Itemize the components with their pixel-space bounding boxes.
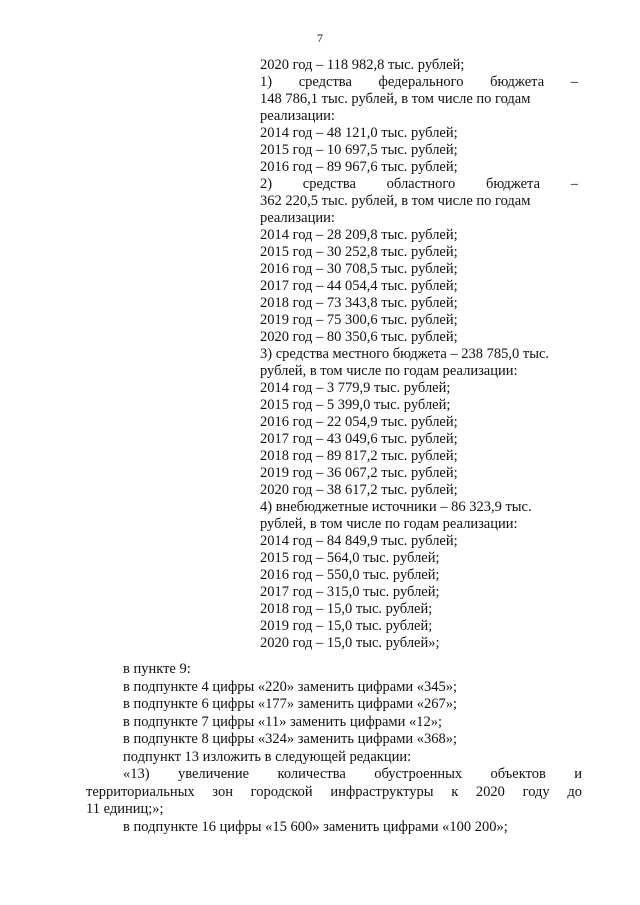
text-line: 2018 год – 15,0 тыс. рублей; (260, 601, 433, 617)
text-line: 2015 год – 564,0 тыс. рублей; (260, 550, 440, 566)
text-line: 2016 год – 89 967,6 тыс. рублей; (260, 159, 458, 175)
text-line: 362 220,5 тыс. рублей, в том числе по годам (260, 193, 531, 209)
word: году (522, 783, 550, 800)
text-line: 2018 год – 73 343,8 тыс. рублей; (260, 295, 458, 311)
word: – (570, 74, 578, 90)
word: областного (386, 176, 456, 192)
text-line: в подпункте 6 цифры «177» заменить цифрами «267»; (123, 696, 458, 712)
text-line: 2016 год – 22 054,9 тыс. рублей; (260, 414, 458, 430)
word: средства (298, 74, 352, 90)
text-line: реализации: (260, 210, 335, 226)
word: 2) (260, 176, 273, 192)
word: бюджета (485, 176, 541, 192)
text-line: 2020 год – 15,0 тыс. рублей»; (260, 635, 440, 651)
text-line: 2020 год – 38 617,2 тыс. рублей; (260, 482, 458, 498)
text-line: рублей, в том числе по годам реализации: (260, 516, 518, 532)
text-line: 2016 год – 30 708,5 тыс. рублей; (260, 261, 458, 277)
text-line: 2015 год – 30 252,8 тыс. рублей; (260, 244, 458, 260)
text-line-justified (260, 176, 578, 193)
text-line: 4) внебюджетные источники – 86 323,9 тыс. (260, 499, 532, 515)
text-line: 2014 год – 48 121,0 тыс. рублей; (260, 125, 458, 141)
text-line-justified (260, 74, 578, 91)
text-line: 3) средства местного бюджета – 238 785,0 тыс. (260, 346, 550, 362)
word: бюджета (490, 74, 545, 90)
word: и (574, 766, 582, 782)
amendments-block (86, 661, 582, 836)
text-line-justified (86, 784, 582, 802)
word: 2020 (475, 783, 505, 800)
word: территориальных (86, 783, 195, 800)
text-line: 2014 год – 28 209,8 тыс. рублей; (260, 227, 458, 243)
text-line: 2017 год – 44 054,4 тыс. рублей; (260, 278, 458, 294)
word: объектов (490, 766, 546, 782)
text-line-justified (86, 766, 582, 784)
text-line: 2020 год – 80 350,6 тыс. рублей; (260, 329, 458, 345)
text-line: 2018 год – 89 817,2 тыс. рублей; (260, 448, 458, 464)
text-line: 2019 год – 36 067,2 тыс. рублей; (260, 465, 458, 481)
text-line: реализации: (260, 108, 335, 124)
text-line: 2020 год – 118 982,8 тыс. рублей; (260, 57, 465, 73)
word: до (567, 783, 582, 800)
text-line: 2017 год – 43 049,6 тыс. рублей; (260, 431, 458, 447)
word: средства (302, 176, 356, 192)
word: – (570, 176, 578, 192)
budget-column (260, 57, 578, 652)
page-number: 7 (317, 31, 323, 45)
text-line: 2019 год – 75 300,6 тыс. рублей; (260, 312, 458, 328)
text-line: 2016 год – 550,0 тыс. рублей; (260, 567, 440, 583)
text-line: рублей, в том числе по годам реализации: (260, 363, 518, 379)
text-line: в подпункте 8 цифры «324» заменить цифрами «368»; (123, 731, 458, 747)
text-line: в подпункте 7 цифры «11» заменить цифрами «12»; (123, 713, 443, 730)
word: федерального (378, 74, 464, 90)
text-line: подпункт 13 изложить в следующей редакции: (123, 748, 412, 765)
text-line: в подпункте 4 цифры «220» заменить цифрами «345»; (123, 678, 458, 695)
text-line: 2015 год – 10 697,5 тыс. рублей; (260, 142, 458, 158)
word: увеличение (177, 766, 250, 782)
text-line: в пункте 9: (123, 661, 191, 677)
text-line: 148 786,1 тыс. рублей, в том числе по годам (260, 91, 531, 107)
text-line: 2015 год – 5 399,0 тыс. рублей; (260, 397, 451, 413)
word: обустроенных (374, 766, 463, 782)
word: зон (212, 783, 233, 800)
word: городской (250, 783, 313, 800)
text-line: 2014 год – 3 779,9 тыс. рублей; (260, 380, 451, 396)
text-line: в подпункте 16 цифры «15 600» заменить цифрами «100 200»; (123, 818, 508, 835)
text-line: 2017 год – 315,0 тыс. рублей; (260, 584, 440, 600)
word: «13) (123, 766, 150, 782)
word: количества (277, 766, 346, 782)
word: к (451, 783, 459, 800)
text-line: 2019 год – 15,0 тыс. рублей; (260, 618, 433, 634)
text-line: 2014 год – 84 849,9 тыс. рублей; (260, 533, 458, 549)
word: инфраструктуры (330, 783, 434, 800)
word: 1) (260, 74, 273, 90)
text-line: 11 единиц;»; (86, 801, 164, 817)
